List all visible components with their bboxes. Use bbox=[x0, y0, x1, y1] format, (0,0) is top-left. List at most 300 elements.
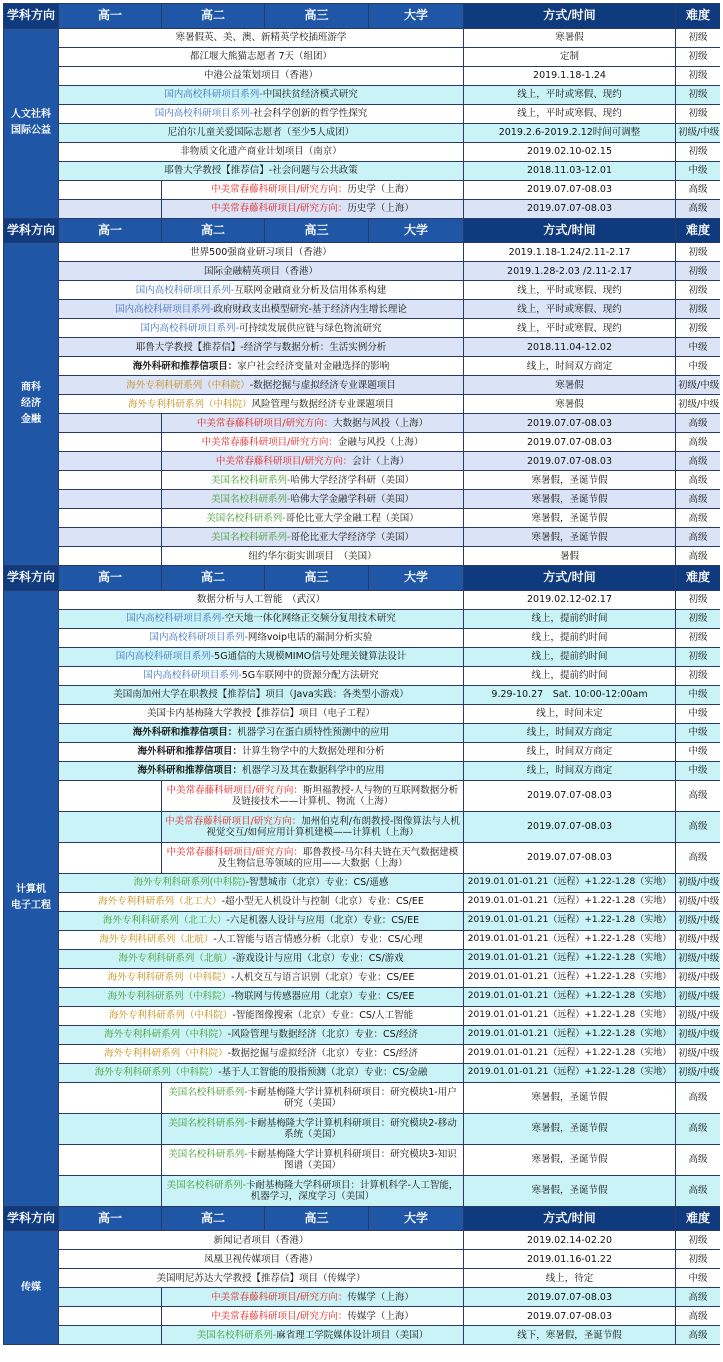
program-text: -六足机器人设计与应用（北京）专业：CS/EE bbox=[226, 915, 420, 926]
program-name bbox=[162, 1113, 464, 1144]
mode-time: 暑假 bbox=[464, 547, 676, 566]
program-name bbox=[162, 780, 464, 811]
header-grade-3: 高三 bbox=[265, 4, 369, 29]
mode-time: 2019.07.07-08.03 bbox=[464, 1288, 676, 1307]
category-label: 人文社科 国际公益 bbox=[4, 28, 59, 218]
header-row bbox=[4, 4, 721, 29]
program-name bbox=[162, 199, 464, 218]
program-name bbox=[162, 471, 464, 490]
mode-time: 2019.01.01-01.21（远程）+1.22-1.28（实地） bbox=[464, 1006, 676, 1025]
series-label: 海外专利科研系列（北航） bbox=[118, 953, 233, 964]
program-name bbox=[162, 547, 464, 566]
program-row bbox=[4, 1288, 721, 1307]
header-mode-time: 方式/时间 bbox=[464, 4, 676, 29]
program-name bbox=[162, 1288, 464, 1307]
program-name bbox=[162, 490, 464, 509]
series-label: 海外专利科研系列（北工大） bbox=[102, 915, 227, 926]
program-row bbox=[4, 281, 721, 300]
program-text: -人工智能与语言情感分析（北京）专业：CS/心理 bbox=[213, 934, 423, 945]
series-label: 中美常春藤科研项目/研究方向： bbox=[166, 784, 303, 796]
header-university: 大学 bbox=[369, 4, 464, 29]
mode-time: 2019.07.07-08.03 bbox=[464, 1307, 676, 1326]
program-name bbox=[59, 338, 464, 357]
program-text: -智能图像搜索（北京）专业：CS/人工智能 bbox=[232, 1010, 414, 1021]
program-text: -风险管理与数据经济（北京）专业：CS/经济 bbox=[227, 1029, 418, 1040]
header-mode-time: 方式/时间 bbox=[464, 566, 676, 591]
level: 初级 bbox=[676, 281, 721, 300]
program-name bbox=[59, 1044, 464, 1063]
program-text: 耶鲁教授-马尔科夫链在天气数据建模及生物信息等领域的应用——大数据（上海） bbox=[217, 846, 459, 869]
program-row bbox=[4, 300, 721, 319]
mode-time: 线上，时间双方商定 bbox=[464, 742, 676, 761]
program-row bbox=[4, 609, 721, 628]
program-row bbox=[4, 949, 721, 968]
level: 初级 bbox=[676, 243, 721, 262]
program-row bbox=[4, 1006, 721, 1025]
series-label: 国内高校科研项目系列- bbox=[140, 322, 239, 334]
program-text: -物联网与传感器应用（北京）专业：CS/EE bbox=[231, 991, 415, 1002]
level: 初级 bbox=[676, 104, 721, 123]
header-university: 大学 bbox=[369, 218, 464, 243]
level: 初级 bbox=[676, 628, 721, 647]
level: 高级 bbox=[676, 199, 721, 218]
level: 中级 bbox=[676, 161, 721, 180]
level: 初级 bbox=[676, 647, 721, 666]
mode-time: 2019.01.01-01.21（远程）+1.22-1.28（实地） bbox=[464, 1044, 676, 1063]
mode-time: 线上，提前约时间 bbox=[464, 666, 676, 685]
grade-1-cell bbox=[59, 452, 162, 471]
program-text: 哥伦比亚大学经济学（美国） bbox=[290, 531, 414, 543]
program-row bbox=[4, 66, 721, 85]
program-row bbox=[4, 180, 721, 199]
program-name bbox=[59, 85, 464, 104]
program-row bbox=[4, 104, 721, 123]
program-text: 海外科研和推荐信项目： bbox=[132, 360, 238, 372]
grade-1-cell bbox=[59, 547, 162, 566]
grade-1-cell bbox=[59, 180, 162, 199]
level: 初级 bbox=[676, 666, 721, 685]
mode-time: 线上，平时或寒假、现约 bbox=[464, 85, 676, 104]
header-level: 难度 bbox=[676, 218, 721, 243]
level: 高级 bbox=[676, 433, 721, 452]
program-text: 传媒学（上海） bbox=[347, 1291, 414, 1303]
program-row bbox=[4, 414, 721, 433]
mode-time: 2018.11.03-12.01 bbox=[464, 161, 676, 180]
program-name bbox=[59, 628, 464, 647]
program-row bbox=[4, 243, 721, 262]
level: 初级/中级 bbox=[676, 1006, 721, 1025]
grade-1-cell bbox=[59, 471, 162, 490]
level: 高级 bbox=[676, 811, 721, 842]
program-row bbox=[4, 1025, 721, 1044]
program-row bbox=[4, 930, 721, 949]
header-level: 难度 bbox=[676, 566, 721, 591]
level: 初级/中级 bbox=[676, 930, 721, 949]
program-text: 纽约华尔街实训项目 （美国） bbox=[248, 550, 377, 562]
level: 初级 bbox=[676, 66, 721, 85]
program-row bbox=[4, 1044, 721, 1063]
mode-time: 2019.01.01-01.21（远程）+1.22-1.28（实地） bbox=[464, 1025, 676, 1044]
grade-1-cell bbox=[59, 1288, 162, 1307]
program-text: 计算生物学中的大数据处理和分析 bbox=[242, 746, 385, 757]
level: 高级 bbox=[676, 490, 721, 509]
level: 高级 bbox=[676, 1175, 721, 1206]
program-row bbox=[4, 262, 721, 281]
program-name bbox=[59, 300, 464, 319]
program-row bbox=[4, 647, 721, 666]
program-row bbox=[4, 1269, 721, 1288]
series-label: 美国名校科研系列- bbox=[211, 531, 291, 543]
program-name bbox=[59, 376, 464, 395]
program-text: 风险管理与数据经济专业课题项目 bbox=[251, 398, 395, 410]
grade-1-cell bbox=[59, 509, 162, 528]
program-row bbox=[4, 987, 721, 1006]
program-row bbox=[4, 123, 721, 142]
grade-1-cell bbox=[59, 1082, 162, 1113]
program-text: 5G车联网中的资源分配方法研究 bbox=[241, 670, 379, 681]
program-row bbox=[4, 968, 721, 987]
series-label: 海外专利科研系列（中科院） bbox=[108, 1010, 233, 1021]
mode-time: 2018.11.04-12.02 bbox=[464, 338, 676, 357]
program-name bbox=[59, 949, 464, 968]
header-level: 难度 bbox=[676, 1206, 721, 1231]
program-row bbox=[4, 1231, 721, 1250]
mode-time: 线上，提前约时间 bbox=[464, 647, 676, 666]
mode-time: 寒暑假，圣诞节假 bbox=[464, 471, 676, 490]
series-label: 海外专利科研系列（中科院） bbox=[94, 1067, 219, 1078]
header-university: 大学 bbox=[369, 566, 464, 591]
level: 初级/中级 bbox=[676, 1044, 721, 1063]
program-row bbox=[4, 528, 721, 547]
program-text: 尼泊尔儿童关爱国际志愿者（至少5人成团） bbox=[167, 127, 355, 138]
program-row bbox=[4, 1307, 721, 1326]
program-text: -游戏设计与应用（北京）专业：CS/游戏 bbox=[232, 953, 404, 964]
level: 初级/中级 bbox=[676, 873, 721, 892]
program-row bbox=[4, 811, 721, 842]
level: 中级 bbox=[676, 704, 721, 723]
program-name bbox=[59, 281, 464, 300]
program-row bbox=[4, 1144, 721, 1175]
program-name bbox=[59, 1063, 464, 1082]
series-label: 海外专利科研系列（中科院） bbox=[127, 398, 252, 410]
category-label: 传媒 bbox=[4, 1231, 59, 1345]
program-row bbox=[4, 490, 721, 509]
level: 高级 bbox=[676, 509, 721, 528]
grade-1-cell bbox=[59, 414, 162, 433]
header-mode-time: 方式/时间 bbox=[464, 1206, 676, 1231]
program-text: 会计（上海） bbox=[352, 455, 410, 467]
program-text: 凤凰卫视传媒项目（香港） bbox=[203, 1253, 318, 1265]
program-name bbox=[59, 123, 464, 142]
mode-time: 寒暑假 bbox=[464, 376, 676, 395]
level: 高级 bbox=[676, 1113, 721, 1144]
program-name bbox=[59, 66, 464, 85]
program-name bbox=[59, 968, 464, 987]
mode-time: 2019.01.01-01.21（远程）+1.22-1.28（实地） bbox=[464, 930, 676, 949]
program-row bbox=[4, 199, 721, 218]
mode-time: 2019.07.07-08.03 bbox=[464, 811, 676, 842]
level: 高级 bbox=[676, 780, 721, 811]
grade-1-cell bbox=[59, 780, 162, 811]
mode-time: 线上，平时或寒假、现约 bbox=[464, 319, 676, 338]
level: 初级 bbox=[676, 28, 721, 47]
level: 高级 bbox=[676, 1082, 721, 1113]
program-name bbox=[162, 1144, 464, 1175]
mode-time: 线上，平时或寒假、现约 bbox=[464, 300, 676, 319]
mode-time: 线上，平时或寒假、现约 bbox=[464, 281, 676, 300]
level: 高级 bbox=[676, 180, 721, 199]
program-name bbox=[162, 1175, 464, 1206]
program-text: 中港公益策划项目（香港） bbox=[203, 70, 318, 81]
series-label: 海外专利科研系列（北工大） bbox=[98, 896, 222, 907]
program-name bbox=[59, 395, 464, 414]
program-text: -智慧城市（北京）专业：CS/遥感 bbox=[245, 877, 389, 888]
program-row bbox=[4, 395, 721, 414]
grade-1-cell bbox=[59, 1326, 162, 1345]
program-name bbox=[59, 930, 464, 949]
grade-1-cell bbox=[59, 433, 162, 452]
program-name bbox=[59, 161, 464, 180]
program-name bbox=[59, 1231, 464, 1250]
level: 高级 bbox=[676, 1307, 721, 1326]
program-text: 海外科研和推荐信项目： bbox=[132, 727, 238, 738]
mode-time: 2019.01.01-01.21（远程）+1.22-1.28（实地） bbox=[464, 987, 676, 1006]
level: 中级 bbox=[676, 723, 721, 742]
header-grade-2: 高二 bbox=[162, 4, 265, 29]
mode-time: 线上，提前约时间 bbox=[464, 609, 676, 628]
mode-time: 线上，待定 bbox=[464, 1269, 676, 1288]
program-row bbox=[4, 1175, 721, 1206]
program-row bbox=[4, 704, 721, 723]
mode-time: 2019.1.28-2.03 /2.11-2.17 bbox=[464, 262, 676, 281]
grade-1-cell bbox=[59, 1175, 162, 1206]
program-name bbox=[59, 1025, 464, 1044]
mode-time: 寒暑假，圣诞节假 bbox=[464, 1144, 676, 1175]
program-row bbox=[4, 1113, 721, 1144]
program-name bbox=[162, 528, 464, 547]
category-label: 商科 经济 金融 bbox=[4, 243, 59, 566]
level: 初级 bbox=[676, 262, 721, 281]
category-label: 计算机 电子工程 bbox=[4, 590, 59, 1206]
program-row bbox=[4, 911, 721, 930]
level: 初级 bbox=[676, 47, 721, 66]
program-name bbox=[59, 319, 464, 338]
program-text: 新闻记者项目（香港） bbox=[213, 1234, 309, 1246]
program-text: 哈佛大学金融学科研（美国） bbox=[290, 493, 414, 505]
header-grade-3: 高三 bbox=[265, 566, 369, 591]
level: 初级 bbox=[676, 1231, 721, 1250]
mode-time: 线上，平时或寒假、现约 bbox=[464, 104, 676, 123]
level: 初级 bbox=[676, 319, 721, 338]
header-row bbox=[4, 1206, 721, 1231]
series-label: 中美常春藤科研项目/研究方向： bbox=[196, 417, 334, 429]
program-name bbox=[162, 180, 464, 199]
series-label: 国内高校科研项目系列- bbox=[149, 632, 248, 643]
mode-time: 2019.02.14-02.20 bbox=[464, 1231, 676, 1250]
series-label: 海外专利科研系列（中科院） bbox=[126, 379, 250, 391]
program-row bbox=[4, 142, 721, 161]
level: 初级 bbox=[676, 142, 721, 161]
program-text: 网络voip电话的漏洞分析实验 bbox=[247, 632, 373, 643]
mode-time: 线下，寒暑假，圣诞节假 bbox=[464, 1326, 676, 1345]
program-row bbox=[4, 723, 721, 742]
program-table bbox=[3, 3, 720, 1345]
mode-time: 2019.07.07-08.03 bbox=[464, 780, 676, 811]
program-text: 空天地一体化网络正交频分复用技术研究 bbox=[224, 613, 396, 624]
grade-1-cell bbox=[59, 1144, 162, 1175]
program-row bbox=[4, 1063, 721, 1082]
program-row bbox=[4, 892, 721, 911]
series-label: 美国名校科研系列- bbox=[211, 474, 291, 486]
series-label: 海外专利科研系列（中科院） bbox=[104, 1029, 228, 1040]
program-name bbox=[59, 704, 464, 723]
program-name bbox=[59, 243, 464, 262]
program-name bbox=[59, 723, 464, 742]
program-text: 传媒学（上海） bbox=[347, 1310, 414, 1322]
mode-time: 线上，时间双方商定 bbox=[464, 357, 676, 376]
program-name bbox=[59, 647, 464, 666]
program-row bbox=[4, 761, 721, 780]
program-name bbox=[162, 1307, 464, 1326]
program-text: 非物质文化遗产商业计划项目（南京） bbox=[180, 146, 342, 157]
program-row bbox=[4, 338, 721, 357]
level: 高级 bbox=[676, 1144, 721, 1175]
level: 中级 bbox=[676, 742, 721, 761]
level: 高级 bbox=[676, 547, 721, 566]
program-row bbox=[4, 509, 721, 528]
mode-time: 2019.01.16-01.22 bbox=[464, 1250, 676, 1269]
level: 初级/中级 bbox=[676, 395, 721, 414]
mode-time: 2019.01.01-01.21（远程）+1.22-1.28（实地） bbox=[464, 911, 676, 930]
series-label: 中美常春藤科研项目/研究方向： bbox=[215, 455, 353, 467]
mode-time: 寒暑假，圣诞节假 bbox=[464, 509, 676, 528]
series-label: 美国名校科研系列- bbox=[166, 1179, 246, 1191]
level: 中级 bbox=[676, 761, 721, 780]
level: 初级/中级 bbox=[676, 987, 721, 1006]
series-label: 国内高校科研项目系列- bbox=[115, 303, 214, 315]
program-text: 金融与风投（上海） bbox=[337, 436, 424, 448]
mode-time: 2019.01.01-01.21（远程）+1.22-1.28（实地） bbox=[464, 1063, 676, 1082]
level: 高级 bbox=[676, 1288, 721, 1307]
program-text: 政府财政支出模型研究-基于经济内生增长理论 bbox=[213, 303, 407, 315]
level: 初级/中级 bbox=[676, 892, 721, 911]
program-name bbox=[59, 609, 464, 628]
mode-time: 线上，时间双方商定 bbox=[464, 761, 676, 780]
level: 初级 bbox=[676, 609, 721, 628]
level: 初级/中级 bbox=[676, 911, 721, 930]
mode-time: 2019.01.01-01.21（远程）+1.22-1.28（实地） bbox=[464, 892, 676, 911]
series-label: 中美常春藤科研项目/研究方向： bbox=[211, 1291, 348, 1303]
program-row bbox=[4, 161, 721, 180]
program-row bbox=[4, 28, 721, 47]
series-label: 海外专利科研系列（中科院） bbox=[107, 972, 232, 983]
header-grade-2: 高二 bbox=[162, 1206, 265, 1231]
mode-time: 2019.07.07-08.03 bbox=[464, 842, 676, 873]
program-name bbox=[59, 104, 464, 123]
program-name bbox=[162, 842, 464, 873]
header-direction: 学科方向 bbox=[4, 4, 59, 29]
program-text: -数据挖掘与虚拟经济专业课题项目 bbox=[249, 379, 396, 391]
mode-time: 寒暑假 bbox=[464, 28, 676, 47]
header-grade-1: 高一 bbox=[59, 4, 162, 29]
program-text: 美国明尼苏达大学教授【推荐信】项目（传媒学） bbox=[156, 1272, 366, 1284]
series-label: 美国名校科研系列- bbox=[168, 1086, 248, 1098]
mode-time: 线上，时间未定 bbox=[464, 704, 676, 723]
program-name bbox=[59, 142, 464, 161]
program-name bbox=[162, 1326, 464, 1345]
series-label: 国内高校科研项目系列- bbox=[143, 670, 242, 681]
level: 高级 bbox=[676, 452, 721, 471]
level: 初级/中级 bbox=[676, 968, 721, 987]
program-row bbox=[4, 47, 721, 66]
program-text: 机器学习及其在数据科学中的应用 bbox=[242, 765, 385, 776]
program-name bbox=[59, 1006, 464, 1025]
program-text: 国际金融精英项目（香港） bbox=[203, 265, 318, 277]
level: 初级 bbox=[676, 1250, 721, 1269]
level: 高级 bbox=[676, 1326, 721, 1345]
header-grade-3: 高三 bbox=[265, 1206, 369, 1231]
program-name bbox=[59, 1269, 464, 1288]
program-text: 社会科学创新的哲学性探究 bbox=[253, 108, 368, 119]
program-table-container bbox=[3, 3, 720, 1359]
program-row bbox=[4, 590, 721, 609]
program-name bbox=[59, 892, 464, 911]
level: 初级 bbox=[676, 300, 721, 319]
program-text: 卡耐基梅隆大学科研项目：计算机科学-人工智能，机器学习，深度学习（美国） bbox=[246, 1179, 459, 1202]
series-label: 美国名校科研系列- bbox=[168, 1117, 248, 1129]
level: 高级 bbox=[676, 414, 721, 433]
program-text: 家户社会经济变量对金融选择的影响 bbox=[237, 360, 390, 372]
level: 初级/中级 bbox=[676, 1025, 721, 1044]
program-row bbox=[4, 452, 721, 471]
program-text: 都江堰大熊猫志愿者 7天（组团） bbox=[189, 51, 333, 62]
program-row bbox=[4, 1250, 721, 1269]
level: 高级 bbox=[676, 528, 721, 547]
series-label: 海外专利科研系列（中科院） bbox=[104, 1048, 228, 1059]
program-name bbox=[162, 509, 464, 528]
program-row bbox=[4, 666, 721, 685]
mode-time: 寒暑假，圣诞节假 bbox=[464, 1082, 676, 1113]
level: 高级 bbox=[676, 842, 721, 873]
header-grade-1: 高一 bbox=[59, 218, 162, 243]
program-row bbox=[4, 1082, 721, 1113]
program-row bbox=[4, 742, 721, 761]
program-text: -数据挖掘与虚拟经济（北京）专业：CS/经济 bbox=[227, 1048, 418, 1059]
header-direction: 学科方向 bbox=[4, 1206, 59, 1231]
program-text: 麻省理工学院媒体设计项目（美国） bbox=[276, 1329, 429, 1341]
grade-1-cell bbox=[59, 199, 162, 218]
series-label: 美国名校科研系列- bbox=[206, 512, 286, 524]
level: 初级/中级 bbox=[676, 949, 721, 968]
mode-time: 寒暑假，圣诞节假 bbox=[464, 528, 676, 547]
program-text: 世界500强商业研习项目（香港） bbox=[190, 246, 332, 258]
series-label: 中美常春藤科研项目/研究方向： bbox=[211, 184, 348, 195]
mode-time: 2019.1.18-1.24/2.11-2.17 bbox=[464, 243, 676, 262]
program-row bbox=[4, 842, 721, 873]
header-mode-time: 方式/时间 bbox=[464, 218, 676, 243]
program-text: -基于人工智能的股指预测（北京）专业：CS/金融 bbox=[218, 1067, 428, 1078]
series-label: 国内高校科研项目系列- bbox=[115, 651, 215, 662]
header-grade-3: 高三 bbox=[265, 218, 369, 243]
program-text: 数据分析与人工智能 （武汉） bbox=[196, 594, 326, 605]
grade-1-cell bbox=[59, 490, 162, 509]
program-text: 卡耐基梅隆大学计算机科研项目：研究模块1-用户研究（美国） bbox=[247, 1086, 457, 1109]
program-text: 加州伯克利/布朗教授-图像算法与人机视觉交互/如何应用计算机建模——计算机（上海） bbox=[206, 815, 460, 838]
program-text: 可持续发展供应链与绿色物流研究 bbox=[238, 322, 382, 334]
header-grade-2: 高二 bbox=[162, 218, 265, 243]
program-name bbox=[59, 262, 464, 281]
program-text: -超小型无人机设计与控制（北京）专业：CS/EE bbox=[221, 896, 424, 907]
